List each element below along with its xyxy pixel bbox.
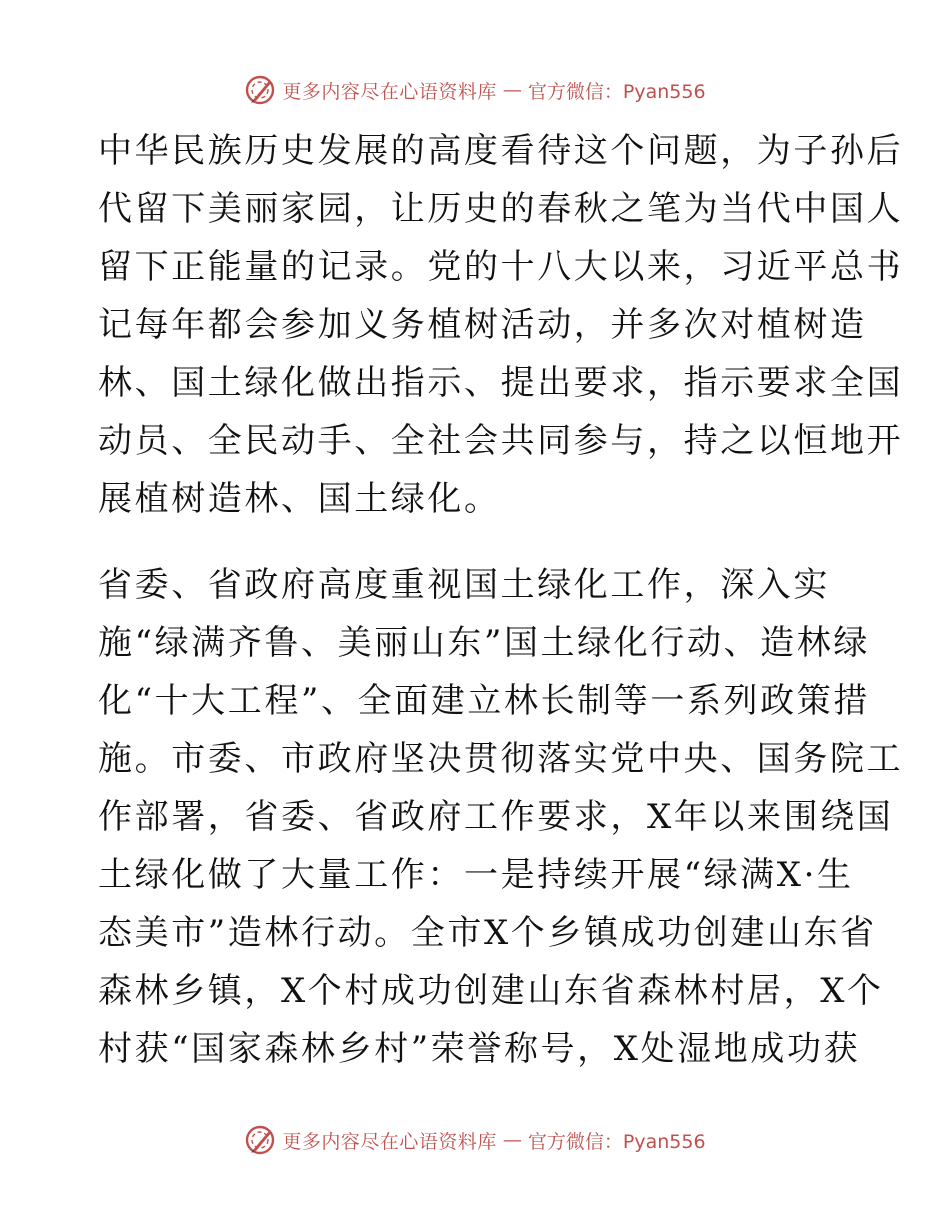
watermark-wechat: 官方微信：Pyan556 <box>527 80 706 103</box>
header-watermark <box>0 72 950 108</box>
brush-circle-logo-icon <box>244 1124 276 1156</box>
text-line: 省委、省政府高度重视国土绿化工作，深入实 <box>98 565 830 605</box>
text-line: 土绿化做了大量工作：一是持续开展“绿满X·生 <box>98 855 854 895</box>
watermark-text: 更多内容尽在心语资料库 <box>282 1130 497 1153</box>
text-line: 代留下美丽家园，让历史的春秋之笔为当代中国人 <box>98 189 904 229</box>
text-line: 森林乡镇，X个村成功创建山东省森林村居，X个 <box>98 971 884 1011</box>
text-line: 动员、全民动手、全社会共同参与，持之以恒地开 <box>98 421 904 461</box>
text-line: 中华民族历史发展的高度看待这个问题，为子孙后 <box>98 131 904 171</box>
text-line: 展植树造林、国土绿化。 <box>98 479 501 519</box>
brush-circle-logo-icon <box>244 74 276 106</box>
text-line: 留下正能量的记录。党的十八大以来，习近平总书 <box>98 247 904 287</box>
text-line: 施“绿满齐鲁、美丽山东”国土绿化行动、造林绿 <box>98 623 870 663</box>
text-line: 作部署，省委、省政府工作要求，X年以来围绕国 <box>98 797 894 837</box>
paragraph-2 <box>98 556 904 1078</box>
watermark-separator: — <box>502 1129 522 1151</box>
text-line: 化“十大工程”、全面建立林长制等一系列政策措 <box>98 681 870 721</box>
paragraph-1 <box>98 122 904 528</box>
text-line: 林、国土绿化做出指示、提出要求，指示要求全国 <box>98 363 904 403</box>
paragraph-spacer <box>98 528 858 556</box>
text-line: 记每年都会参加义务植树活动，并多次对植树造 <box>98 305 867 345</box>
watermark-wechat: 官方微信：Pyan556 <box>527 1130 706 1153</box>
text-line: 村获“国家森林乡村”荣誉称号，X处湿地成功获 <box>98 1029 861 1069</box>
document-body <box>98 122 904 1078</box>
footer-watermark <box>0 1122 950 1158</box>
text-line: 态美市”造林行动。全市X个乡镇成功创建山东省 <box>98 913 877 953</box>
text-line: 施。市委、市政府坚决贯彻落实党中央、国务院工 <box>98 739 904 779</box>
watermark-separator: — <box>502 79 522 101</box>
watermark-text: 更多内容尽在心语资料库 <box>282 80 497 103</box>
